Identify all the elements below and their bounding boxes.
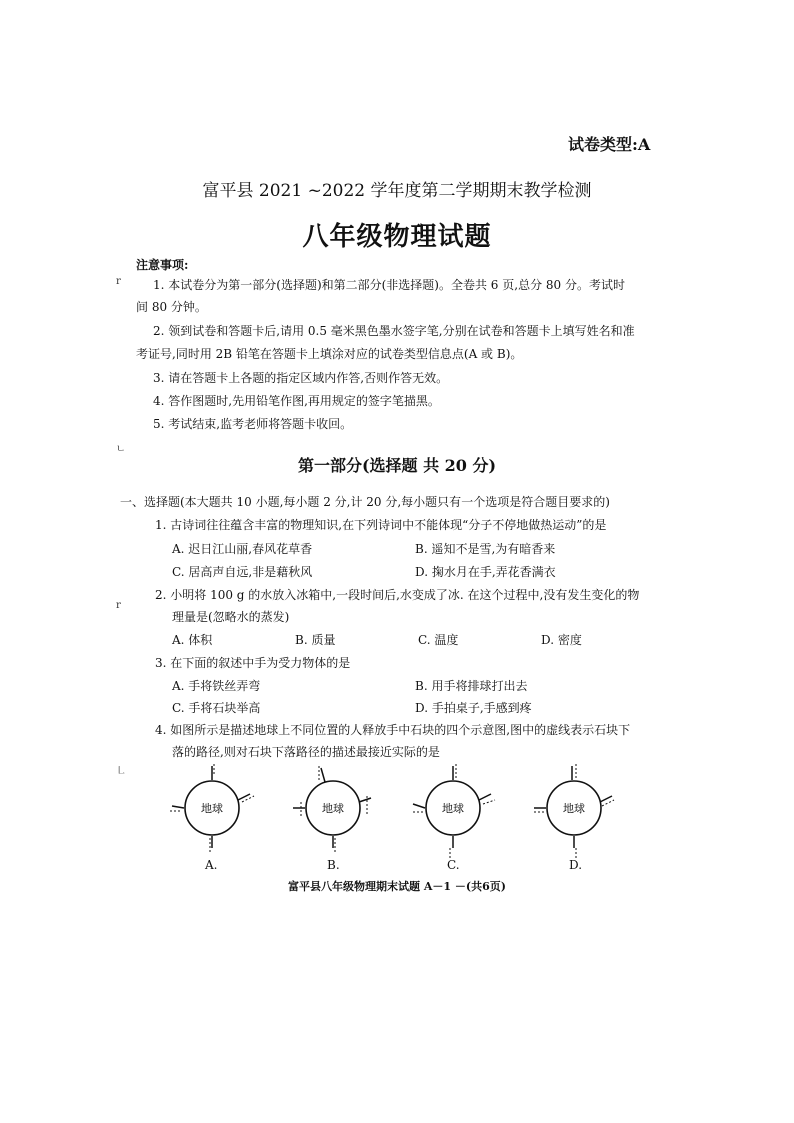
earth-label: 地球 (322, 802, 344, 815)
margin-mark: ㄴ (116, 444, 126, 455)
notice-item: 考证号,同时用 2B 铅笔在答题卡上填涂对应的试卷类型信息点(A 或 B)。 (136, 347, 523, 361)
section-title: 第一部分(选择题 共 20 分) (297, 456, 497, 475)
exam-type-label: 试卷类型:A (568, 135, 651, 154)
margin-mark: r (116, 276, 121, 287)
margin-mark: r (116, 600, 121, 611)
notice-item: 3. 请在答题卡上各题的指定区域内作答,否则作答无效。 (153, 371, 449, 385)
question-4-option-b: B. (327, 858, 340, 872)
notice-item: 2. 领到试卷和答题卡后,请用 0.5 毫米黑色墨水签字笔,分别在试卷和答题卡上填写姓名和准 (153, 324, 635, 338)
question-1-option-c: C. 居高声自远,非是藉秋风 (172, 565, 313, 579)
notice-item: 5. 考试结束,监考老师将答题卡收回。 (153, 417, 353, 431)
question-2-option-a: A. 体积 (172, 633, 213, 647)
question-3-stem: 3. 在下面的叙述中手为受力物体的是 (155, 656, 351, 670)
earth-diagram-d (532, 762, 614, 860)
section-instruction: 一、选择题(本大题共 10 小题,每小题 2 分,计 20 分,每小题只有一个选项是符合题目要求的) (120, 495, 610, 509)
earth-diagram-a (170, 762, 254, 852)
earth-label: 地球 (442, 802, 464, 815)
question-3-option-d: D. 手拍桌子,手感到疼 (415, 701, 532, 715)
margin-mark: ㇗ (116, 766, 126, 777)
notice-item: 1. 本试卷分为第一部分(选择题)和第二部分(非选择题)。全卷共 6 页,总分 80 分。考试时 (153, 278, 625, 292)
earth-label: 地球 (563, 802, 585, 815)
notice-item: 间 80 分钟。 (136, 300, 207, 314)
question-1-option-d: D. 掬水月在手,弄花香满衣 (415, 565, 556, 579)
question-2-option-c: C. 温度 (418, 633, 459, 647)
question-1-option-a: A. 迟日江山丽,春风花草香 (172, 542, 313, 556)
question-4-option-c: C. (447, 858, 460, 872)
falling-stone-figure (150, 762, 620, 872)
exam-title: 富平县 2021 ~2022 学年度第二学期期末教学检测 (202, 181, 592, 201)
question-3-option-b: B. 用手将排球打出去 (415, 679, 528, 693)
notice-heading: 注意事项: (136, 258, 189, 272)
question-2-option-b: B. 质量 (295, 633, 336, 647)
earth-diagram-c (411, 762, 495, 860)
question-4-option-a: A. (205, 858, 218, 872)
question-2-stem: 理量是(忽略水的蒸发) (172, 610, 290, 624)
question-1-stem: 1. 古诗词往往蕴含丰富的物理知识,在下列诗词中不能体现“分子不停地做热运动”的是 (155, 518, 607, 532)
page-footer: 富平县八年级物理期末试题 A－1 －(共6页) (288, 880, 506, 893)
question-2-stem: 2. 小明将 100 g 的水放入冰箱中,一段时间后,水变成了冰. 在这个过程中,没有发生变化的物 (155, 588, 640, 602)
question-4-option-d: D. (569, 858, 583, 872)
subject-title: 八年级物理试题 (302, 222, 492, 252)
question-4-stem: 落的路径,则对石块下落路径的描述最接近实际的是 (172, 745, 440, 759)
notice-item: 4. 答作图题时,先用铅笔作图,再用规定的签字笔描黑。 (153, 394, 440, 408)
question-3-option-a: A. 手将铁丝弄弯 (172, 679, 261, 693)
earth-label: 地球 (201, 802, 223, 815)
question-3-option-c: C. 手将石块举高 (172, 701, 261, 715)
earth-diagram-b (293, 764, 371, 852)
question-2-option-d: D. 密度 (541, 633, 582, 647)
question-4-stem: 4. 如图所示是描述地球上不同位置的人释放手中石块的四个示意图,图中的虚线表示石块下 (155, 723, 631, 737)
question-1-option-b: B. 遥知不是雪,为有暗香来 (415, 542, 556, 556)
